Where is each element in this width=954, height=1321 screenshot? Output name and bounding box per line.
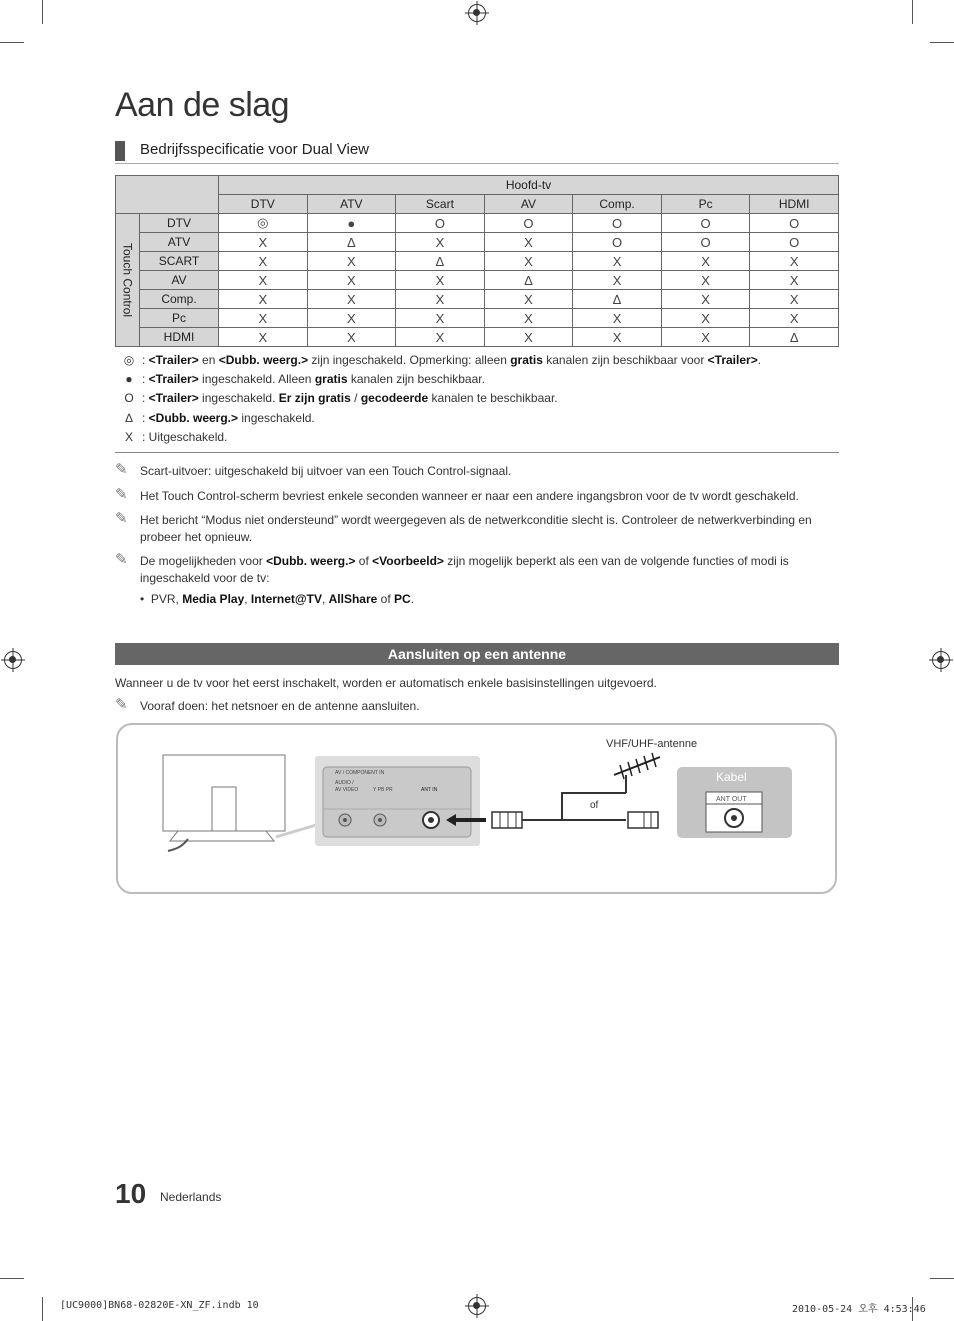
row-header: HDMI	[140, 328, 219, 347]
note-fragment: <Dubb. weerg.>	[266, 554, 356, 568]
touch-control-header: Touch Control	[116, 214, 140, 347]
table-cell: ∆	[307, 233, 396, 252]
table-cell: X	[750, 271, 839, 290]
table-cell: X	[219, 252, 308, 271]
pencil-note-icon: ✎	[115, 696, 128, 713]
legend-fragment: :	[142, 353, 149, 367]
table-cell: X	[661, 271, 750, 290]
legend-fragment: :	[142, 372, 149, 386]
crop-mark	[912, 0, 913, 24]
bullet-fragment: ,	[244, 592, 251, 606]
divider	[115, 452, 839, 453]
bullet-fragment: of	[377, 592, 395, 606]
table-cell: X	[661, 309, 750, 328]
legend-fragment: : Uitgeschakeld.	[142, 430, 228, 444]
legend-symbol-icon: ●	[125, 372, 133, 386]
table-row	[116, 233, 839, 252]
note-text: Scart-uitvoer: uitgeschakeld bij uitvoer van een Touch Control-signaal.	[140, 464, 512, 478]
page-title: Aan de slag	[115, 86, 290, 124]
row-header: ATV	[140, 233, 219, 252]
table-cell: X	[661, 290, 750, 309]
main-tv-header: Hoofd-tv	[219, 176, 839, 195]
table-cell: X	[219, 309, 308, 328]
table-cell: O	[750, 233, 839, 252]
tv-stand-neck	[212, 787, 236, 831]
column-header: DTV	[219, 195, 308, 214]
legend-fragment: <Trailer>	[148, 391, 199, 405]
tv-stand-base	[170, 831, 274, 841]
legend-fragment: <Trailer>	[148, 353, 199, 367]
table-cell: X	[573, 252, 662, 271]
legend-fragment: .	[757, 353, 762, 367]
legend-symbol-icon: ◎	[123, 353, 135, 367]
bullet-fragment: Internet@TV	[250, 592, 322, 606]
table-cell: ∆	[484, 271, 573, 290]
section-heading-bar	[115, 141, 125, 161]
legend-fragment: kanalen zijn beschikbaar.	[347, 372, 485, 386]
registration-mark-icon	[468, 4, 486, 22]
note-fragment: of	[355, 554, 373, 568]
bullet-fragment: ,	[321, 592, 329, 606]
table-cell: ∆	[573, 290, 662, 309]
table-cell: ∆	[750, 328, 839, 347]
cable-label: Kabel	[716, 770, 747, 784]
panel-avvideo-label: AV VIDEO	[335, 787, 359, 793]
registration-mark-icon	[932, 651, 950, 669]
table-row	[116, 290, 839, 309]
table-cell: ∆	[396, 252, 485, 271]
legend-fragment: gratis	[314, 372, 348, 386]
bullet-fragment: Media Play	[182, 592, 245, 606]
crop-mark	[930, 1278, 954, 1279]
table-cell: X	[750, 252, 839, 271]
legend-fragment: ingeschakeld.	[238, 411, 315, 425]
dual-view-spec-table	[115, 175, 839, 347]
legend-fragment: <Trailer>	[707, 353, 758, 367]
note	[115, 512, 835, 546]
legend-fragment: kanalen zijn beschikbaar voor	[542, 353, 708, 367]
table-cell: O	[573, 233, 662, 252]
bullet-dot-icon: •	[140, 592, 151, 606]
note-text: Het bericht “Modus niet ondersteund” wordt weergegeven als de netwerkconditie slecht is. Controleer de netwerkverbinding en probeer het opnieuw.	[140, 513, 812, 544]
table-cell: X	[396, 290, 485, 309]
legend-fragment: zijn ingeschakeld. Opmerking: alleen	[308, 353, 511, 367]
column-header: Pc	[661, 195, 750, 214]
note-fragment: De mogelijkheden voor	[140, 554, 267, 568]
table-row	[116, 271, 839, 290]
or-label: of	[590, 800, 599, 811]
legend-fragment: <Dubb. weerg.>	[218, 353, 309, 367]
legend-fragment: kanalen te beschikbaar.	[428, 391, 558, 405]
intro-paragraph: Wanneer u de tv voor het eerst inschakelt, worden er automatisch enkele basisinstellingen uitgevoerd.	[115, 676, 657, 690]
table-cell: X	[396, 233, 485, 252]
legend-fragment: :	[142, 411, 149, 425]
print-slug-right: 2010-05-24 오후 4:53:46	[792, 1304, 926, 1315]
column-header: AV	[484, 195, 573, 214]
table-cell: X	[750, 290, 839, 309]
pencil-note-icon: ✎	[115, 551, 128, 568]
table-row	[116, 328, 839, 347]
crop-mark	[42, 1297, 43, 1321]
table-cell: X	[484, 290, 573, 309]
note	[115, 463, 835, 480]
row-header: Pc	[140, 309, 219, 328]
table-cell: ◎	[219, 214, 308, 233]
table-cell: X	[661, 328, 750, 347]
table-cell: ●	[307, 214, 396, 233]
note-text: Vooraf doen: het netsnoer en de antenne aansluiten.	[140, 699, 420, 713]
column-header: ATV	[307, 195, 396, 214]
table-cell: O	[661, 233, 750, 252]
page-number: 10	[115, 1178, 147, 1209]
table-cell: X	[307, 271, 396, 290]
legend-fragment: /	[350, 391, 361, 405]
row-header: DTV	[140, 214, 219, 233]
table-cell: X	[484, 252, 573, 271]
legend-item	[120, 372, 485, 386]
legend-fragment: <Dubb. weerg.>	[148, 411, 239, 425]
note-text	[140, 553, 835, 587]
print-slug-left: [UC9000]BN68-02820E-XN_ZF.indb 10	[60, 1300, 259, 1311]
table-cell: X	[219, 328, 308, 347]
panel-jack	[343, 818, 347, 822]
legend-item	[120, 391, 558, 405]
table-cell: X	[396, 328, 485, 347]
crop-mark	[42, 0, 43, 24]
table-cell: X	[573, 309, 662, 328]
footer-language: Nederlands	[160, 1190, 222, 1204]
legend-fragment: gecodeerde	[360, 391, 429, 405]
note	[115, 488, 835, 505]
column-header: Scart	[396, 195, 485, 214]
legend-fragment: <Trailer>	[148, 372, 199, 386]
panel-jack	[378, 818, 382, 822]
table-cell: O	[396, 214, 485, 233]
coax-plug	[628, 812, 658, 828]
legend-symbol-icon: X	[124, 430, 133, 444]
legend-item	[120, 353, 761, 367]
table-cell: X	[750, 309, 839, 328]
table-cell: X	[219, 271, 308, 290]
table-cell: X	[307, 309, 396, 328]
legend-fragment: :	[142, 391, 149, 405]
table-cell: X	[307, 328, 396, 347]
table-cell: X	[484, 309, 573, 328]
table-cell: X	[219, 290, 308, 309]
table-row	[116, 214, 839, 233]
bullet-fragment: PC	[394, 592, 411, 606]
legend-item	[120, 430, 227, 444]
table-cell: X	[484, 328, 573, 347]
bullet-fragment: AllShare	[328, 592, 378, 606]
table-cell: X	[573, 328, 662, 347]
antenna-section-band: Aansluiten op een antenne	[115, 643, 839, 665]
table-cell: X	[484, 233, 573, 252]
ant-in-jack	[428, 817, 434, 823]
table-cell: O	[484, 214, 573, 233]
table-cell: O	[750, 214, 839, 233]
coax-plug	[492, 812, 522, 828]
back-panel	[323, 767, 471, 837]
column-header: Comp.	[573, 195, 662, 214]
panel-av-label: AV / COMPONENT IN	[335, 770, 385, 776]
bullet-item	[140, 592, 414, 606]
table-cell: X	[307, 252, 396, 271]
note-fragment: zijn mogelijk beperkt als een van de volgende functies of modi is ingeschakeld voor de tv:	[140, 554, 789, 585]
table-cell: O	[661, 214, 750, 233]
legend-symbol-icon: ∆	[125, 411, 133, 425]
row-header: AV	[140, 271, 219, 290]
table-cell: X	[396, 271, 485, 290]
antenna-connection-diagram	[116, 723, 837, 894]
column-header: HDMI	[750, 195, 839, 214]
pencil-note-icon: ✎	[115, 461, 128, 478]
table-cell: X	[219, 233, 308, 252]
legend-symbol-icon: O	[124, 391, 134, 405]
bullet-fragment: PVR,	[150, 592, 183, 606]
column-header-row	[116, 195, 839, 214]
legend-fragment: gratis	[510, 353, 543, 367]
crop-mark	[930, 42, 954, 43]
ant-out-label: ANT OUT	[716, 796, 747, 803]
registration-mark-icon	[468, 1297, 486, 1315]
crop-mark	[0, 1278, 24, 1279]
note	[115, 553, 835, 587]
table-row	[116, 309, 839, 328]
vhf-label: VHF/UHF-antenne	[606, 738, 698, 750]
table-cell: O	[573, 214, 662, 233]
row-header: SCART	[140, 252, 219, 271]
legend-fragment: Er zijn gratis	[278, 391, 351, 405]
table-cell: X	[573, 271, 662, 290]
ant-out-jack	[731, 815, 737, 821]
crop-mark	[0, 42, 24, 43]
legend-fragment: ingeschakeld. Alleen	[198, 372, 315, 386]
legend-item	[120, 411, 315, 425]
section-heading	[115, 139, 839, 164]
table-row	[116, 252, 839, 271]
legend-fragment: ingeschakeld.	[198, 391, 279, 405]
table-corner	[116, 176, 219, 214]
pencil-note-icon: ✎	[115, 486, 128, 503]
note-text: Het Touch Control-scherm bevriest enkele seconden wanneer er naar een andere ingangsbron voor de tv wordt geschakeld.	[140, 489, 799, 503]
section-heading-text: Bedrijfsspecificatie voor Dual View	[140, 141, 369, 158]
table-cell: X	[661, 252, 750, 271]
panel-audio-label: AUDIO /	[335, 780, 354, 786]
prep-note	[115, 698, 835, 715]
row-header: Comp.	[140, 290, 219, 309]
panel-ypbpr-label: Y PB PR	[373, 787, 393, 793]
panel-antin-label: ANT IN	[421, 787, 438, 793]
bullet-fragment: .	[410, 592, 415, 606]
table-cell: X	[307, 290, 396, 309]
legend-fragment: en	[198, 353, 219, 367]
pencil-note-icon: ✎	[115, 510, 128, 527]
note-fragment: <Voorbeeld>	[372, 554, 444, 568]
registration-mark-icon	[4, 651, 22, 669]
table-cell: X	[396, 309, 485, 328]
